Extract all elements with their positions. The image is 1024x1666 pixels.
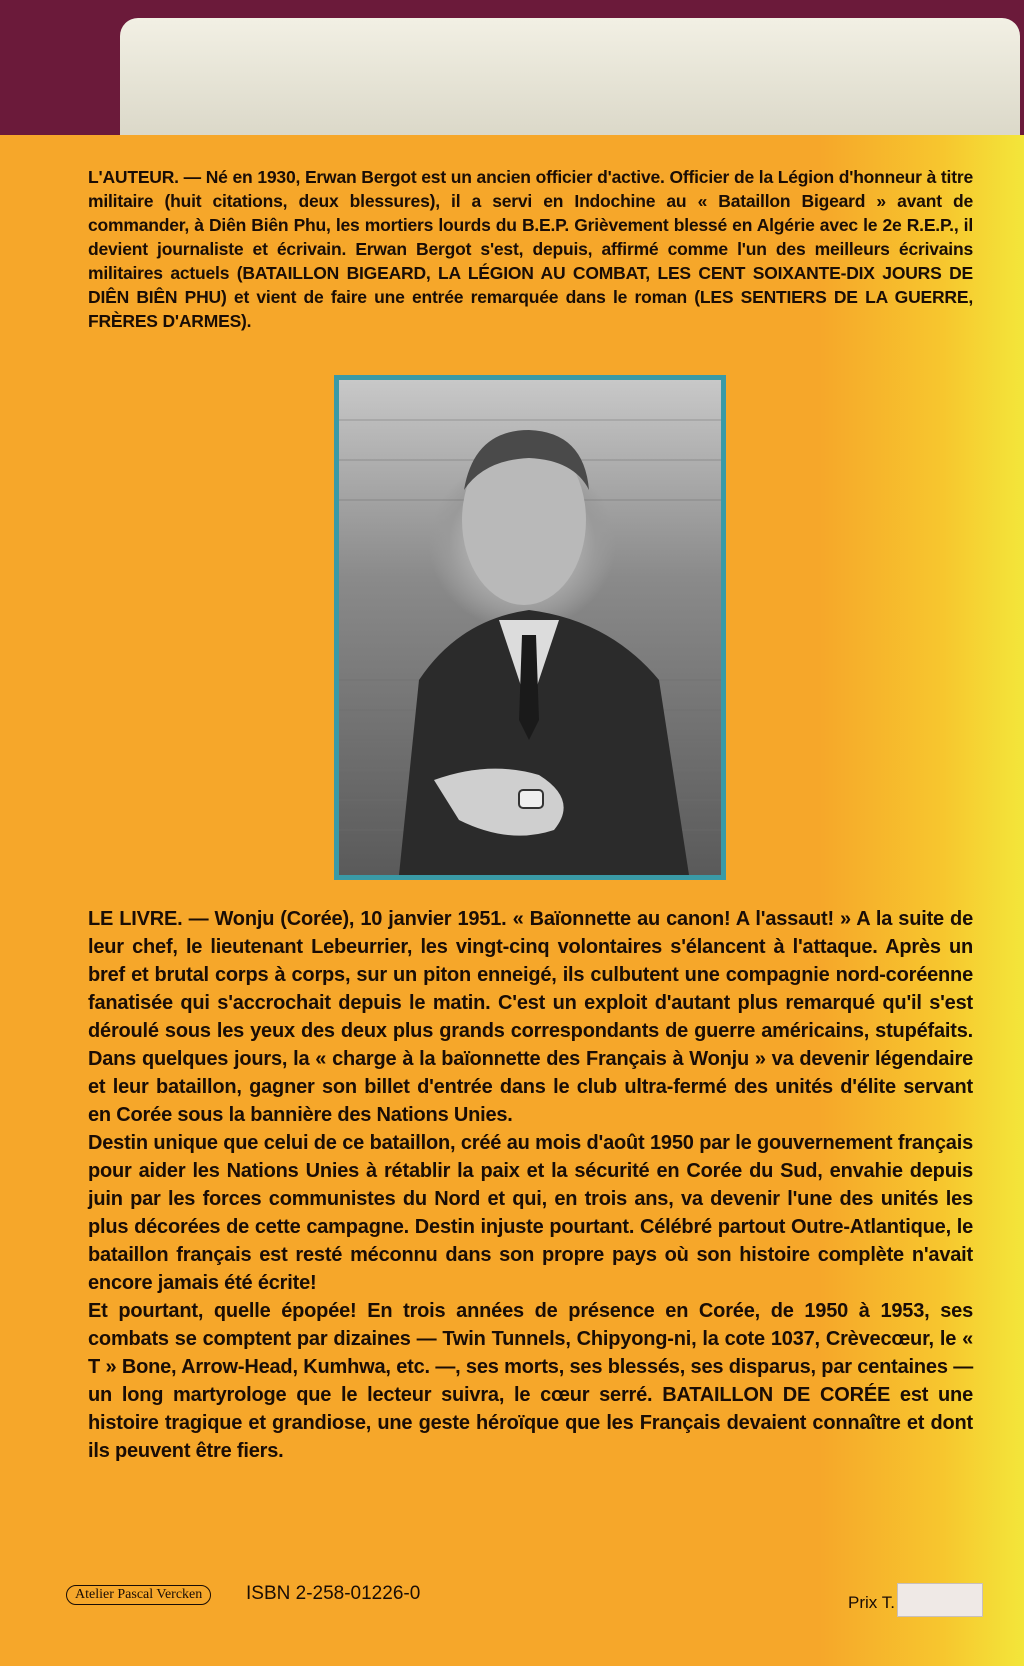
book-paragraph: Et pourtant, quelle épopée! En trois années de présence en Corée, de 1950 à 1953, ses combats se comptent par dizaines — Twin Tunnels, Chipyong-ni, la cote 1037, Crèvecœur, le « T » Bone, Arrow-Head, Kumhwa, etc. —, ses morts, ses blessés, ses disparus, par centaines — un long martyrologe que le lecteur suivra, le cœur serré. BATAILLON DE CORÉE est une histoire tragique et grandiose, une geste héroïque que les Français devaient connaître et dont ils peuvent être fiers.	[88, 1300, 973, 1462]
author-photo-frame	[334, 375, 726, 880]
author-portrait-illustration	[339, 380, 721, 875]
publisher-mark: Atelier Pascal Vercken	[66, 1585, 211, 1605]
cover-footer	[0, 1575, 1024, 1635]
author-photo	[339, 380, 721, 875]
isbn: ISBN 2-258-01226-0	[246, 1583, 421, 1604]
author-bio: L'AUTEUR. — Né en 1930, Erwan Bergot est un ancien officier d'active. Officier de la Légion d'honneur à titre militaire (huit citations, deux blessures), il a servi en Indochine au « Bataillon Bigeard » avant de commander, à Diên Biên Phu, les mortiers lourds du B.E.P. Grièvement blessé en Algérie avec le 2e R.E.P., il devient journaliste et écrivain. Erwan Bergot s'est, depuis, affirmé comme l'un des meilleurs écrivains militaires actuels (BATAILLON BIGEARD, LA LÉGION AU COMBAT, LES CENT SOIXANTE-DIX JOURS DE DIÊN BIÊN PHU) et vient de faire une entrée remarquée dans le roman (LES SENTIERS DE LA GUERRE, FRÈRES D'ARMES).	[88, 167, 973, 331]
book-paragraph: Destin unique que celui de ce bataillon, créé au mois d'août 1950 par le gouvernement français pour aider les Nations Unies à rétablir la paix et la sécurité en Corée du Sud, envahie depuis juin par les forces communistes du Nord et qui, en trois ans, va devenir l'une des unités les plus décorées de cette campagne. Destin injuste pourtant. Célébré partout Outre-Atlantique, le bataillon français est resté méconnu dans son propre pays où son histoire complète n'avait encore jamais été écrite!	[88, 1132, 973, 1294]
paper-tab	[120, 18, 1020, 148]
price-label: Prix T.	[848, 1593, 895, 1612]
price-sticker	[897, 1583, 983, 1617]
book-paragraph: LE LIVRE. — Wonju (Corée), 10 janvier 1951. « Baïonnette au canon! A l'assaut! » A la suite de leur chef, le lieutenant Lebeurrier, les vingt-cinq volontaires s'élancent à l'attaque. Après un bref et brutal corps à corps, sur un piton enneigé, ils culbutent une compagnie nord-coréenne fanatisée qui s'accrochait depuis le matin. C'est un exploit d'autant plus remarqué qu'il s'est déroulé sous les yeux des deux plus grands correspondants de guerre américains, stupéfaits. Dans quelques jours, la « charge à la baïonnette des Français à Wonju » va devenir légendaire et leur bataillon, gagner son billet d'entrée dans le club ultra-fermé des unités d'élite servant en Corée sous la bannière des Nations Unies.	[88, 908, 973, 1126]
back-cover	[0, 135, 1024, 1666]
book-description	[88, 905, 973, 1465]
